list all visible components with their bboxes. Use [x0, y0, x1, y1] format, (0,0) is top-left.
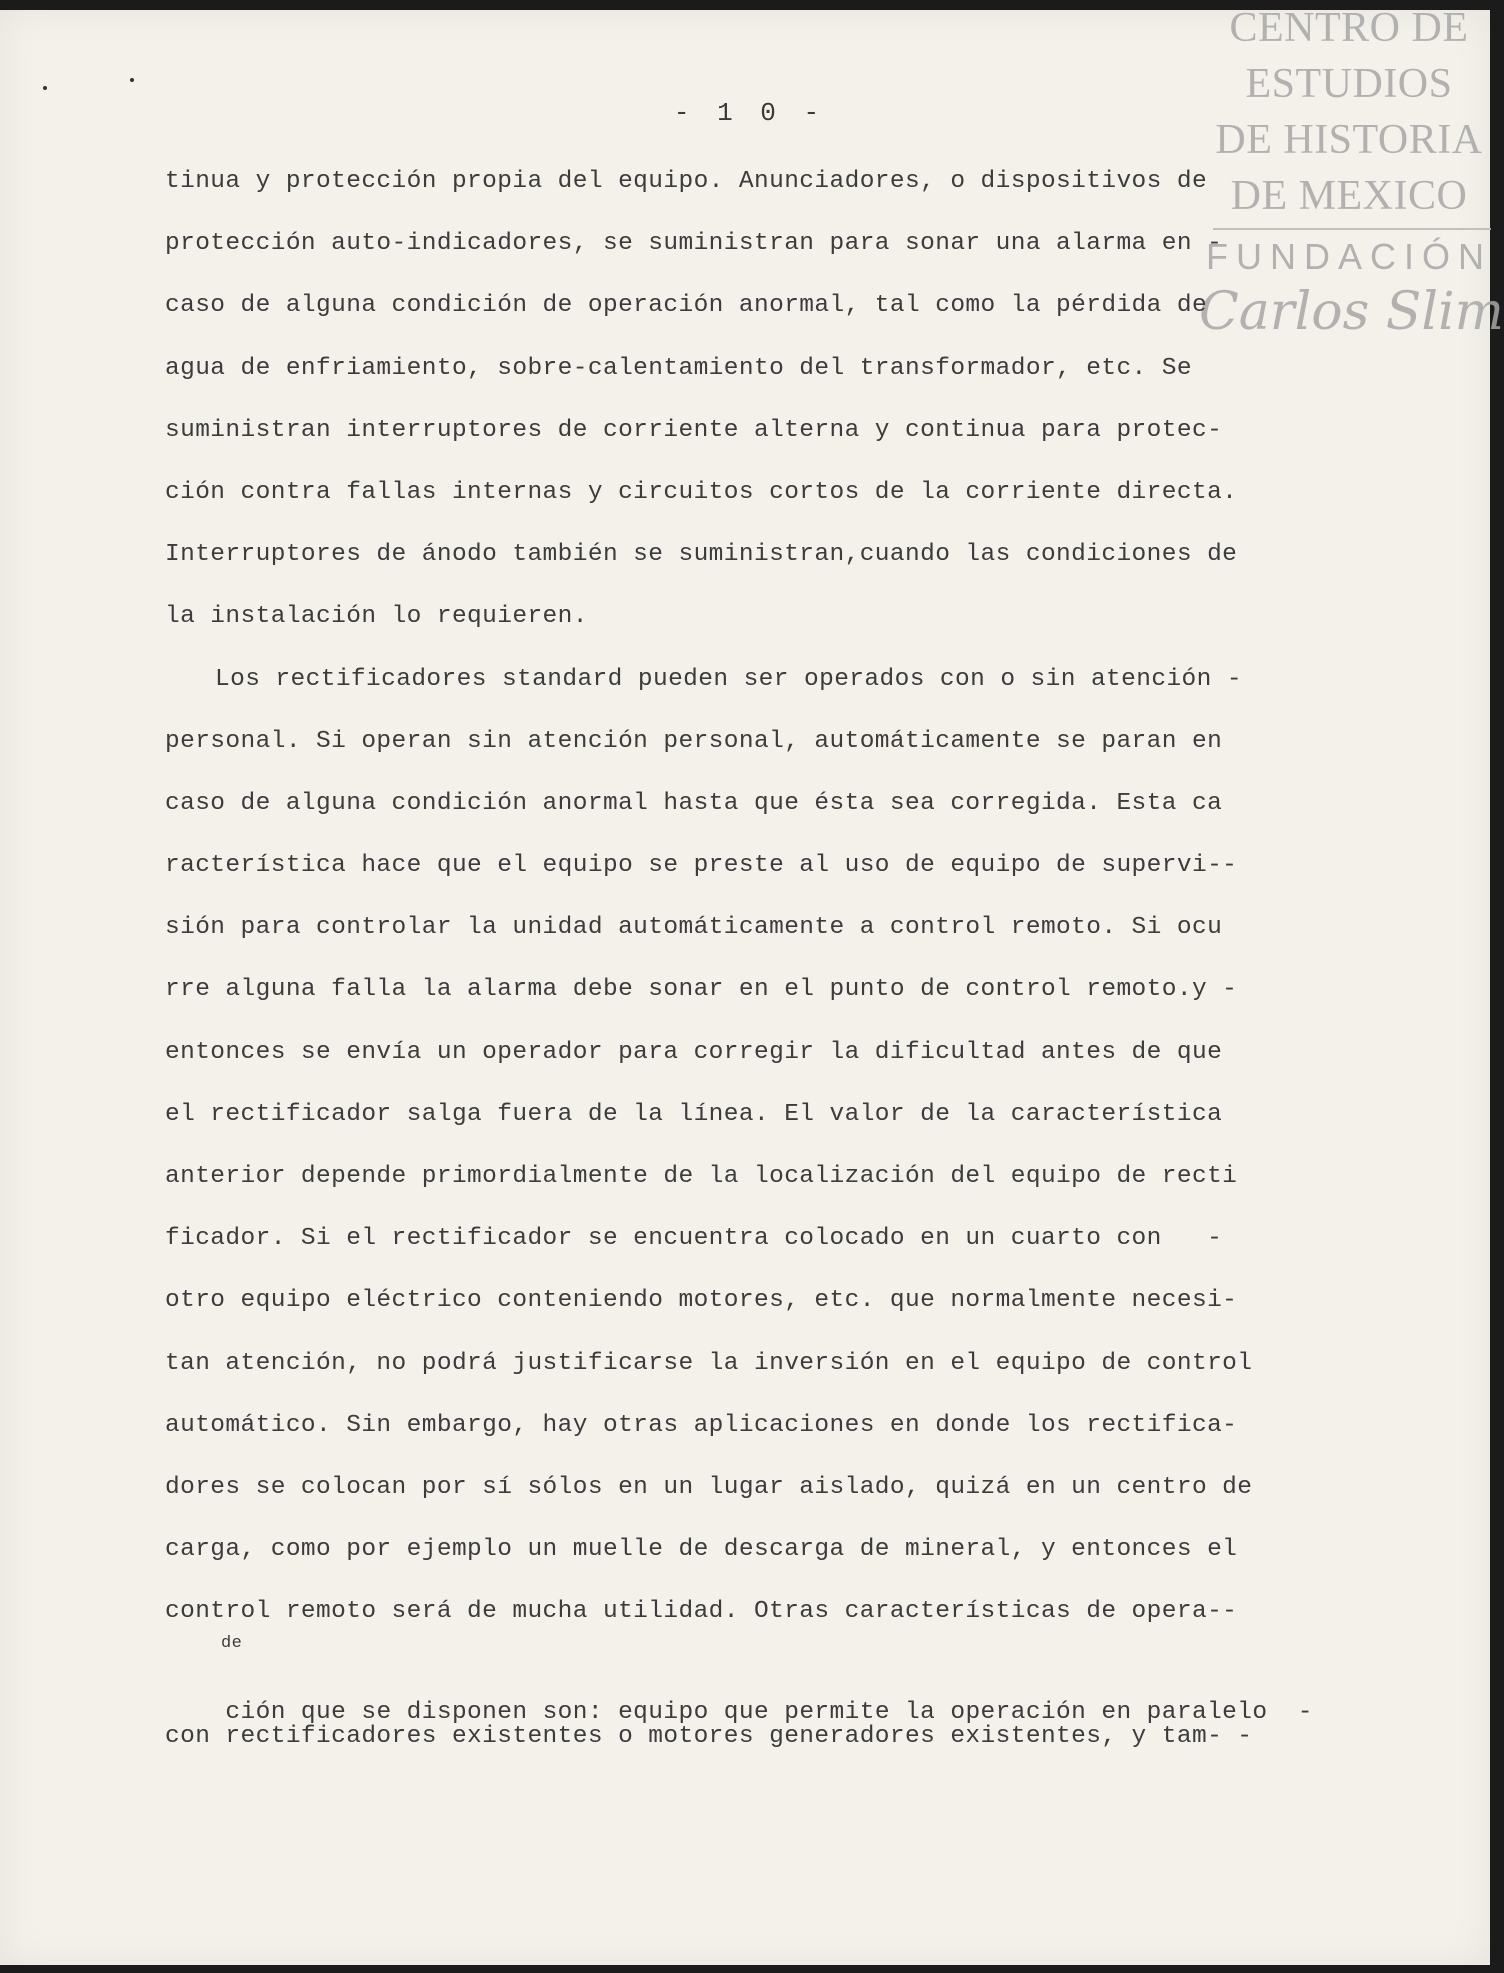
text-line: protección auto-indicadores, se suministran para sonar una alarma en -: [165, 230, 1223, 258]
watermark-line: DE MEXICO: [1230, 173, 1468, 219]
text-line: anterior depende primordialmente de la localización del equipo de recti: [165, 1163, 1238, 1190]
text-line: dores se colocan por sí sólos en un lugar aislado, quizá en un centro de: [165, 1473, 1253, 1501]
text-line: entonces se envía un operador para corregir la dificultad antes de que: [165, 1038, 1223, 1066]
text-line: agua de enfriamiento, sobre-calentamiento del transformador, etc. Se: [165, 354, 1192, 382]
text-line: rre alguna falla la alarma debe sonar en el punto de control remoto.y -: [165, 976, 1238, 1004]
paper-speck: [130, 78, 134, 82]
watermark-foundation: FUNDACIÓN: [1206, 236, 1492, 277]
text-line: tan atención, no podrá justificarse la inversión en el equipo de control: [165, 1349, 1253, 1377]
text-line: con rectificadores existentes o motores generadores existentes, y tam- -: [165, 1722, 1253, 1750]
text-line: la instalación lo requieren.: [165, 603, 588, 631]
text-line: Interruptores de ánodo también se suministran,cuando las condiciones de: [165, 541, 1238, 569]
interlinear-correction: de: [221, 1633, 243, 1653]
text-line: personal. Si operan sin atención personal, automáticamente se paran en: [165, 727, 1223, 755]
text-line: tinua y protección propia del equipo. Anunciadores, o dispositivos de: [165, 168, 1208, 195]
text-line: Los rectificadores standard pueden ser operados con o sin atención -: [215, 665, 1242, 693]
page-number: - 1 0 -: [673, 98, 826, 128]
text-line: carga, como por ejemplo un muelle de descarga de mineral, y entonces el: [165, 1536, 1238, 1564]
text-line-with-note: [165, 1633, 1313, 1726]
text-line: ción contra fallas internas y circuitos cortos de la corriente directa.: [165, 478, 1238, 506]
watermark-signature: Carlos Slim: [1199, 282, 1504, 342]
watermark-line: DE HISTORIA: [1215, 117, 1483, 163]
text-line: caso de alguna condición de operación anormal, tal como la pérdida de: [165, 292, 1208, 320]
text-line: ción que se disponen son: equipo que permite la operación en paralelo -: [225, 1698, 1313, 1726]
text-line: el rectificador salga fuera de la línea. El valor de la característica: [165, 1100, 1223, 1128]
text-line: suministran interruptores de corriente alterna y continua para protec-: [165, 416, 1223, 444]
text-line: racterística hace que el equipo se preste al uso de equipo de supervi--: [165, 852, 1238, 880]
watermark-line: ESTUDIOS: [1245, 61, 1453, 107]
text-line: automático. Sin embargo, hay otras aplicaciones en donde los rectifica-: [165, 1411, 1238, 1439]
text-line: caso de alguna condición anormal hasta que ésta sea corregida. Esta ca: [165, 789, 1223, 817]
text-line: otro equipo eléctrico conteniendo motores, etc. que normalmente necesi-: [165, 1287, 1238, 1315]
typed-text-body: [165, 163, 1313, 1780]
watermark-line: CENTRO DE: [1229, 5, 1469, 51]
text-line: sión para controlar la unidad automáticamente a control remoto. Si ocu: [165, 914, 1223, 942]
text-line: ficador. Si el rectificador se encuentra colocado en un cuarto con -: [165, 1225, 1223, 1253]
paper-speck: [43, 86, 47, 90]
text-line: control remoto será de mucha utilidad. Otras características de opera--: [165, 1598, 1238, 1626]
